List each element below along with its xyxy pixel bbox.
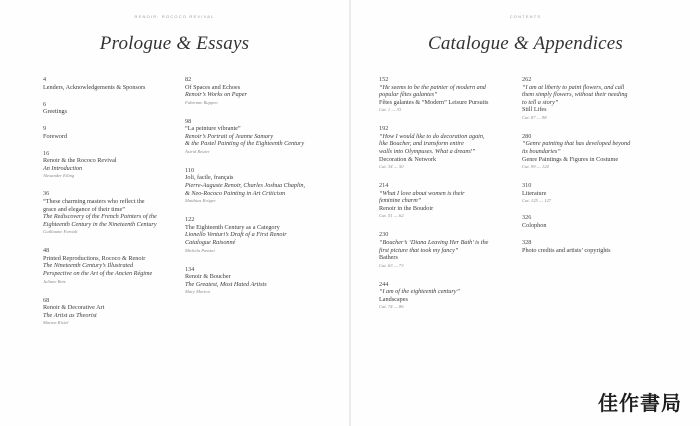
toc-title: Of Spaces and Echoes [185,83,241,91]
toc-entry [379,125,519,170]
toc-page-number: 328 [522,239,532,247]
toc-page-number: 152 [379,76,389,83]
toc-title: Lenders, Acknowledgements & Sponsors [43,83,146,91]
toc-entry [185,76,335,106]
toc-page-number: 82 [185,76,192,83]
right-column-2 [522,76,672,254]
toc-subtitle: Catalogue Raisonné [185,238,236,246]
running-head-left: RENOIR: ROCOCO REVIVAL [134,14,215,19]
toc-quote: “He seems to be the painter of modern and [379,83,486,91]
toc-entry [379,281,519,311]
toc-author: Astrid Reuter [185,148,210,154]
toc-quote: first picture that took my fancy” [379,246,459,254]
toc-page-number: 230 [379,231,389,239]
toc-quote: walls into Olympuses. What a dream!” [379,147,476,155]
toc-title: Renoir & the Rococo Revival [43,157,117,165]
toc-entry [185,167,335,204]
toc-page-number: 68 [43,296,50,304]
toc-author: Juliane Betz [43,278,66,284]
toc-catalogue-range: Cat. 34 — 50 [379,164,404,170]
toc-title: Printed Reproductions, Rococo & Renoir [43,254,146,262]
toc-page-number: 310 [522,182,532,190]
left-page [0,0,349,426]
publisher-logo: 佳作書局 [598,391,682,415]
toc-entry [522,214,672,229]
right-page [351,0,700,426]
toc-page-number: 9 [43,125,47,133]
left-page-title: Prologue & Essays [99,33,250,54]
toc-subtitle: Lionello Venturi’s Draft of a First Renoir [185,231,287,239]
toc-page-number: 110 [185,166,195,174]
toc-page-number: 326 [522,214,532,222]
toc-page-number: 122 [185,216,195,224]
toc-subtitle: & the Pastel Painting of the Eighteenth Century [185,140,305,148]
toc-subtitle: The Nineteenth Century’s Illustrated [43,262,134,270]
toc-quote: popular fêtes galantes” [379,91,438,99]
toc-entry [43,76,173,91]
right-page-title: Catalogue & Appendices [427,33,624,54]
toc-catalogue-range: Cat. 63 — 73 [379,262,404,268]
toc-page-number: 48 [43,247,50,255]
toc-title: Literature [522,189,547,197]
toc-subtitle: The Artist as Theorist [43,311,97,319]
toc-quote: “Boucher’s ‘Diana Leaving Her Bath’ is the [379,238,489,246]
toc-subtitle: Renoir’s Works on Paper [185,91,247,99]
toc-title: Landscapes [379,295,408,303]
toc-author: Alexander Eiling [43,173,75,179]
toc-title: “These charming masters who reflect the [43,197,145,205]
toc-quote: “Genre painting that has developed beyond [522,140,631,148]
toc-title: “La peinture vibrante” [185,125,241,133]
toc-quote: like Boucher, and transform entire [379,140,464,148]
toc-catalogue-range: Cat. 74 — 86 [379,304,404,310]
running-head-right: CONTENTS [509,14,542,19]
toc-quote: “What I love about women is their [379,189,465,197]
toc-title: Greetings [43,108,68,116]
toc-catalogue-range: Cat. 51 — 62 [379,213,404,219]
toc-author: Marine Kisiel [43,320,69,326]
toc-title: Renoir & Boucher [185,273,231,281]
toc-catalogue-range: Cat. 125 — 127 [522,198,552,204]
toc-subtitle: & Neo-Rococo Painting in Art Criticism [185,189,286,197]
toc-author: Fabienne Ruppen [185,99,218,105]
toc-page-number: 280 [522,132,532,140]
toc-quote: them simply flowers, without their needing [522,91,628,99]
toc-title: Bathers [379,254,398,262]
toc-entry [185,118,335,155]
toc-subtitle: The Rediscovery of the French Painters of the [43,213,157,221]
toc-page-number: 214 [379,182,389,190]
toc-author: Mary Morton [185,289,210,295]
toc-title: Renoir in the Boudoir [379,204,434,212]
toc-quote: to tell a story” [522,98,559,106]
toc-page-number: 4 [43,76,47,83]
toc-page-number: 16 [43,149,50,157]
toc-subtitle: An Introduction [43,164,83,172]
toc-entry [522,182,672,204]
toc-entry [43,247,173,284]
toc-catalogue-range: Cat. 87 — 98 [522,114,547,120]
toc-title: Foreword [43,132,68,140]
toc-quote: “How I would like to do decoration again, [379,132,485,140]
toc-quote: its boundaries” [522,147,561,155]
toc-title: Still Lifes [522,106,547,114]
toc-page-number: 36 [43,190,50,198]
toc-entry [43,101,173,116]
toc-entry [43,150,173,180]
toc-title: Genre Paintings & Figures in Costume [522,155,619,163]
toc-subtitle: Eighteenth Century in the Nineteenth Century [43,220,157,228]
toc-quote: “I am of the eighteenth century” [379,288,460,296]
toc-entry [379,231,519,268]
toc-title: grace and elegance of their time” [43,205,125,213]
toc-catalogue-range: Cat. 1 — 33 [379,107,402,113]
toc-entry [522,239,672,254]
toc-entry [43,190,173,235]
left-column-2 [185,76,335,295]
toc-page-number: 192 [379,125,389,133]
toc-title: The Eighteenth Century as a Category [185,223,280,231]
toc-page-number: 134 [185,265,195,273]
toc-entry [43,125,173,140]
toc-title: Fêtes galantes & “Modern” Leisure Pursuits [379,98,489,106]
toc-quote: feminine charm” [379,197,422,205]
toc-author: Matthias Krüger [185,198,216,204]
toc-author: Guillaume Faroult [43,229,78,235]
toc-page-number: 6 [43,100,47,108]
toc-entry [185,266,335,296]
toc-entry [379,76,519,113]
toc-page-number: 98 [185,117,192,125]
toc-title: Photo credits and artists’ copyrights [522,246,611,254]
toc-page-number: 262 [522,76,532,83]
toc-subtitle: The Greatest, Most Hated Artists [185,280,267,288]
toc-subtitle: Renoir’s Portrait of Jeanne Samary [185,132,274,140]
left-column-1 [43,76,173,326]
toc-entry [379,182,519,219]
toc-title: Joli, facile, français [185,174,234,182]
toc-title: Renoir & Decorative Art [43,304,105,312]
toc-page-number: 244 [379,280,389,288]
right-column-1 [379,76,519,310]
toc-subtitle: Pierre-Auguste Renoir, Charles Joshua Chaplin, [185,182,306,190]
toc-author: Michela Passini [185,247,215,253]
toc-title: Colophon [522,221,547,229]
toc-title: Decoration & Network [379,155,437,163]
toc-entry [522,76,672,121]
toc-subtitle: Perspective on the Art of the Ancien Régime [43,270,153,278]
toc-entry [43,297,173,327]
toc-quote: “I am at liberty to paint flowers, and call [522,83,625,91]
toc-entry [522,133,672,170]
toc-entry [185,216,335,253]
toc-catalogue-range: Cat. 99 — 124 [522,164,549,170]
